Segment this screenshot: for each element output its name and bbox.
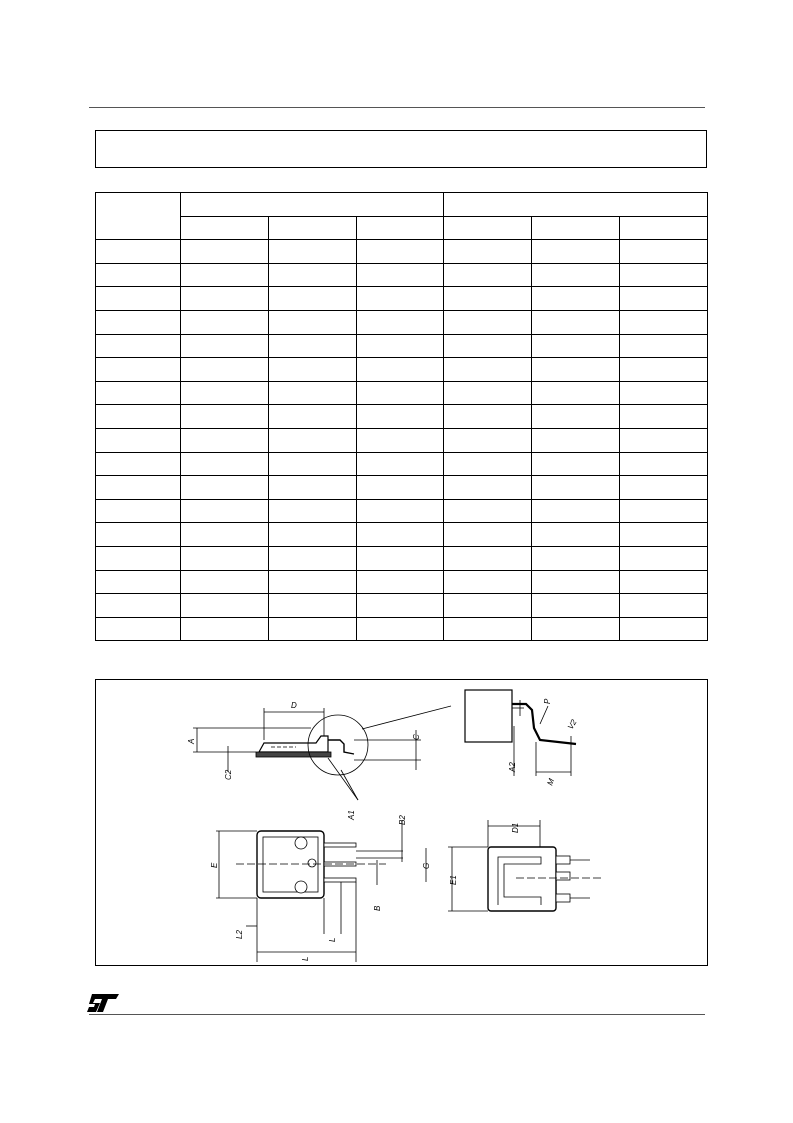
header-min-cell: [444, 216, 532, 240]
value-cell: [620, 405, 708, 429]
value-cell: [620, 287, 708, 311]
label-A1: A1: [347, 810, 356, 820]
dim-cell: [96, 381, 181, 405]
value-cell: [444, 381, 532, 405]
table-subheader-row: [96, 216, 708, 240]
mounting-hole-top: [295, 837, 307, 849]
value-cell: [356, 617, 444, 641]
value-cell: [268, 334, 356, 358]
value-cell: [356, 263, 444, 287]
value-cell: [356, 570, 444, 594]
table-row: [96, 452, 708, 476]
header-typ-cell: [268, 216, 356, 240]
value-cell: [181, 428, 269, 452]
value-cell: [532, 499, 620, 523]
value-cell: [356, 546, 444, 570]
value-cell: [356, 476, 444, 500]
value-cell: [620, 570, 708, 594]
side-view-body: [259, 736, 328, 752]
label-D: D: [291, 701, 297, 710]
value-cell: [181, 358, 269, 382]
dim-cell: [96, 405, 181, 429]
value-cell: [620, 240, 708, 264]
dim-cell: [96, 310, 181, 334]
value-cell: [444, 546, 532, 570]
label-C: C: [412, 734, 421, 740]
value-cell: [532, 476, 620, 500]
value-cell: [268, 476, 356, 500]
header-mm-cell: [181, 193, 444, 217]
table-row: [96, 240, 708, 264]
table-row: [96, 546, 708, 570]
value-cell: [444, 240, 532, 264]
dim-cell: [96, 452, 181, 476]
label-E: E: [210, 862, 219, 868]
dim-cell: [96, 240, 181, 264]
value-cell: [181, 617, 269, 641]
value-cell: [356, 523, 444, 547]
value-cell: [356, 405, 444, 429]
value-cell: [620, 594, 708, 618]
value-cell: [268, 594, 356, 618]
value-cell: [268, 381, 356, 405]
value-cell: [181, 263, 269, 287]
dim-cell: [96, 334, 181, 358]
value-cell: [268, 358, 356, 382]
st-logo: [86, 993, 120, 1013]
value-cell: [620, 428, 708, 452]
value-cell: [444, 476, 532, 500]
value-cell: [181, 334, 269, 358]
header-max-cell: [620, 216, 708, 240]
value-cell: [444, 617, 532, 641]
table-row: [96, 570, 708, 594]
value-cell: [620, 546, 708, 570]
value-cell: [444, 428, 532, 452]
table-header-row: [96, 193, 708, 217]
value-cell: [268, 546, 356, 570]
label-B2: B2: [398, 815, 407, 825]
label-G: G: [422, 862, 431, 869]
value-cell: [356, 310, 444, 334]
value-cell: [268, 452, 356, 476]
value-cell: [356, 499, 444, 523]
side-view-lead: [328, 740, 354, 754]
label-D1: D1: [511, 822, 520, 833]
value-cell: [532, 240, 620, 264]
table-row: [96, 476, 708, 500]
dim-cell: [96, 358, 181, 382]
dimension-table: [95, 192, 708, 641]
value-cell: [268, 428, 356, 452]
value-cell: [444, 499, 532, 523]
value-cell: [268, 523, 356, 547]
label-A: A: [187, 738, 196, 744]
value-cell: [532, 287, 620, 311]
header-dim-cell: [96, 193, 181, 240]
value-cell: [268, 263, 356, 287]
table-row: [96, 499, 708, 523]
label-M: M: [545, 777, 557, 787]
value-cell: [181, 476, 269, 500]
dim-cell: [96, 499, 181, 523]
mounting-hole-bottom: [295, 881, 307, 893]
label-V2: V2: [565, 718, 579, 731]
value-cell: [620, 263, 708, 287]
table-row: [96, 310, 708, 334]
table-row: [96, 523, 708, 547]
value-cell: [532, 546, 620, 570]
value-cell: [444, 310, 532, 334]
value-cell: [356, 428, 444, 452]
dim-cell: [96, 546, 181, 570]
header-typ-cell: [532, 216, 620, 240]
value-cell: [444, 523, 532, 547]
value-cell: [620, 334, 708, 358]
value-cell: [181, 287, 269, 311]
value-cell: [444, 570, 532, 594]
table-row: [96, 381, 708, 405]
table-row: [96, 287, 708, 311]
label-L2: L2: [235, 930, 244, 939]
label-C2: C2: [224, 769, 233, 780]
lead-1: [324, 843, 356, 847]
value-cell: [268, 240, 356, 264]
table-row: [96, 334, 708, 358]
value-cell: [532, 617, 620, 641]
value-cell: [620, 452, 708, 476]
value-cell: [181, 570, 269, 594]
value-cell: [268, 405, 356, 429]
label-L: L: [301, 956, 310, 961]
dim-cell: [96, 428, 181, 452]
value-cell: [620, 381, 708, 405]
dim-cell: [96, 617, 181, 641]
value-cell: [444, 287, 532, 311]
dim-cell: [96, 523, 181, 547]
table-row: [96, 358, 708, 382]
value-cell: [532, 523, 620, 547]
value-cell: [181, 405, 269, 429]
header-rule: [89, 107, 705, 108]
table-row: [96, 428, 708, 452]
value-cell: [532, 594, 620, 618]
value-cell: [356, 452, 444, 476]
label-B: B: [373, 905, 382, 911]
value-cell: [356, 240, 444, 264]
table-row: [96, 594, 708, 618]
value-cell: [268, 570, 356, 594]
value-cell: [532, 428, 620, 452]
outline-svg: [96, 680, 709, 967]
value-cell: [181, 240, 269, 264]
label-P: P: [543, 698, 552, 704]
value-cell: [356, 381, 444, 405]
lead-3: [324, 878, 356, 882]
value-cell: [181, 499, 269, 523]
value-cell: [532, 405, 620, 429]
table-row: [96, 617, 708, 641]
footer-rule: [89, 1014, 705, 1015]
dim-cell: [96, 287, 181, 311]
side-view-tab: [256, 752, 331, 757]
value-cell: [532, 358, 620, 382]
value-cell: [181, 452, 269, 476]
value-cell: [181, 594, 269, 618]
value-cell: [620, 310, 708, 334]
center-hole: [308, 859, 316, 867]
header-max-cell: [356, 216, 444, 240]
value-cell: [444, 334, 532, 358]
value-cell: [268, 310, 356, 334]
value-cell: [181, 546, 269, 570]
value-cell: [268, 499, 356, 523]
value-cell: [620, 358, 708, 382]
value-cell: [356, 334, 444, 358]
table-row: [96, 263, 708, 287]
value-cell: [532, 570, 620, 594]
value-cell: [620, 523, 708, 547]
value-cell: [444, 358, 532, 382]
value-cell: [356, 358, 444, 382]
value-cell: [532, 310, 620, 334]
value-cell: [181, 310, 269, 334]
dim-cell: [96, 476, 181, 500]
st-logo-icon: [86, 993, 120, 1013]
value-cell: [268, 287, 356, 311]
header-min-cell: [181, 216, 269, 240]
package-outline-drawing: [95, 679, 708, 966]
value-cell: [181, 523, 269, 547]
value-cell: [268, 617, 356, 641]
dim-cell: [96, 263, 181, 287]
label-E1: E1: [449, 875, 458, 885]
value-cell: [356, 594, 444, 618]
value-cell: [181, 381, 269, 405]
value-cell: [532, 263, 620, 287]
table-title-box: [95, 130, 707, 168]
detail-body: [465, 690, 512, 742]
value-cell: [444, 405, 532, 429]
value-cell: [532, 334, 620, 358]
value-cell: [532, 381, 620, 405]
value-cell: [620, 499, 708, 523]
table-row: [96, 405, 708, 429]
value-cell: [444, 263, 532, 287]
label-A2: A2: [508, 762, 517, 772]
label-L-small: L: [328, 937, 337, 942]
header-inch-cell: [444, 193, 708, 217]
dim-cell: [96, 570, 181, 594]
value-cell: [620, 617, 708, 641]
value-cell: [532, 452, 620, 476]
value-cell: [356, 287, 444, 311]
value-cell: [620, 476, 708, 500]
dim-cell: [96, 594, 181, 618]
value-cell: [444, 452, 532, 476]
value-cell: [444, 594, 532, 618]
